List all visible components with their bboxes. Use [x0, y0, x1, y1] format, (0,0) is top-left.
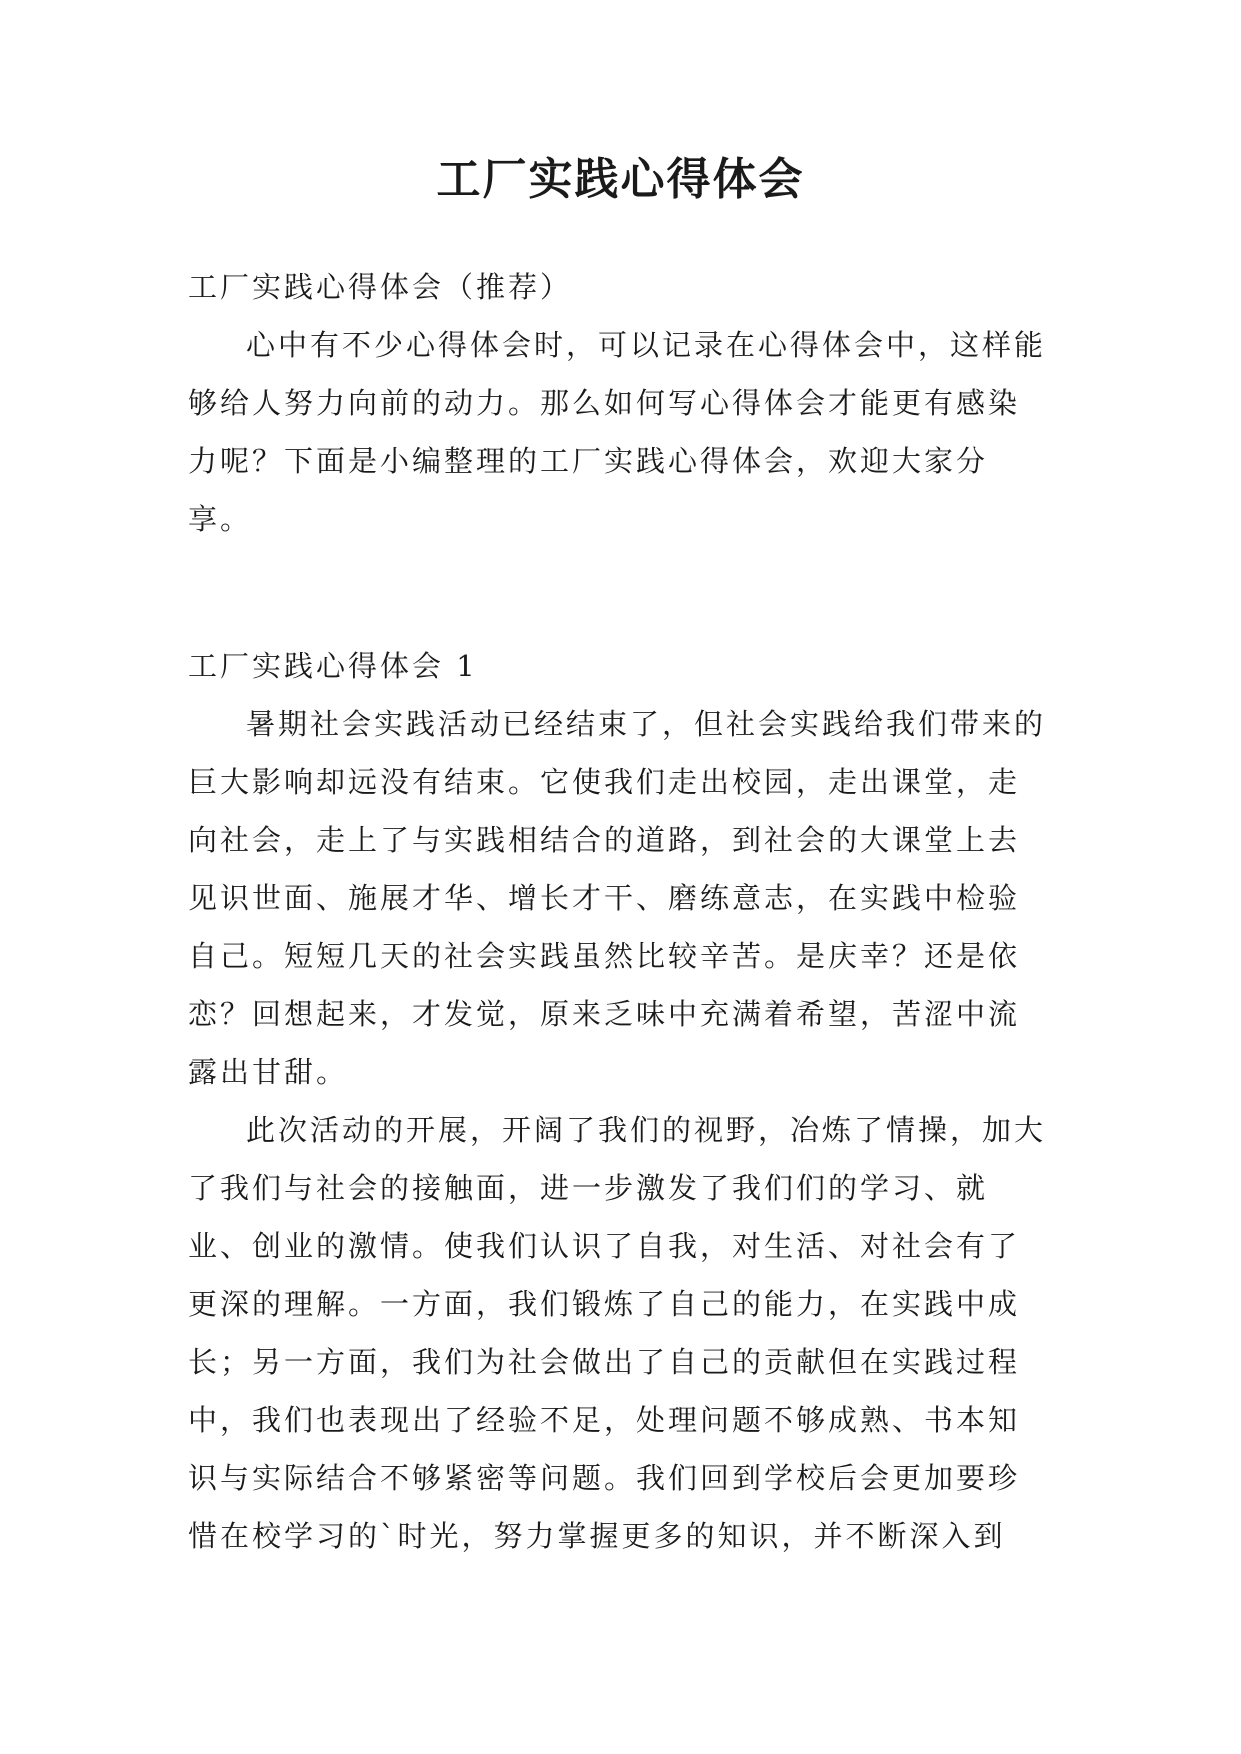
intro-paragraph: 心中有不少心得体会时，可以记录在心得体会中，这样能够给人努力向前的动力。那么如何写心得体会才能更有感染力呢？下面是小编整理的工厂实践心得体会，欢迎大家分享。 [188, 328, 1047, 536]
document-title: 工厂实践心得体会 [436, 154, 805, 205]
section-1-paragraph-2: 此次活动的开展，开阔了我们的视野，冶炼了情操，加大了我们与社会的接触面，进一步激发了我们们的学习、就业、创业的激情。使我们认识了自我，对生活、对社会有了更深的理解。一方面，我们锻炼了自己的能力，在实践中成长；另一方面，我们为社会做出了自己的贡献但在实践过程中，我们也表现出了经验不足，处理问题不够成熟、书本知识与实际结合不够紧密等问题。我们回到学校后会更加要珍惜在校学习的`时光，努力掌握更多的知识，并不断深入到 [188, 1113, 1047, 1553]
section-1 [188, 637, 1048, 1565]
section-1-heading: 工厂实践心得体会 1 [188, 649, 478, 683]
intro-heading: 工厂实践心得体会（推荐） [188, 270, 573, 304]
section-1-paragraph-1: 暑期社会实践活动已经结束了，但社会实践给我们带来的巨大影响却远没有结束。它使我们走出校园，走出课堂，走向社会，走上了与实践相结合的道路，到社会的大课堂上去见识世面、施展才华、增长才干、磨练意志，在实践中检验自己。短短几天的社会实践虽然比较辛苦。是庆幸？还是依恋？回想起来，才发觉，原来乏味中充满着希望，苦涩中流露出甘甜。 [188, 707, 1047, 1089]
intro-section [188, 258, 1048, 548]
